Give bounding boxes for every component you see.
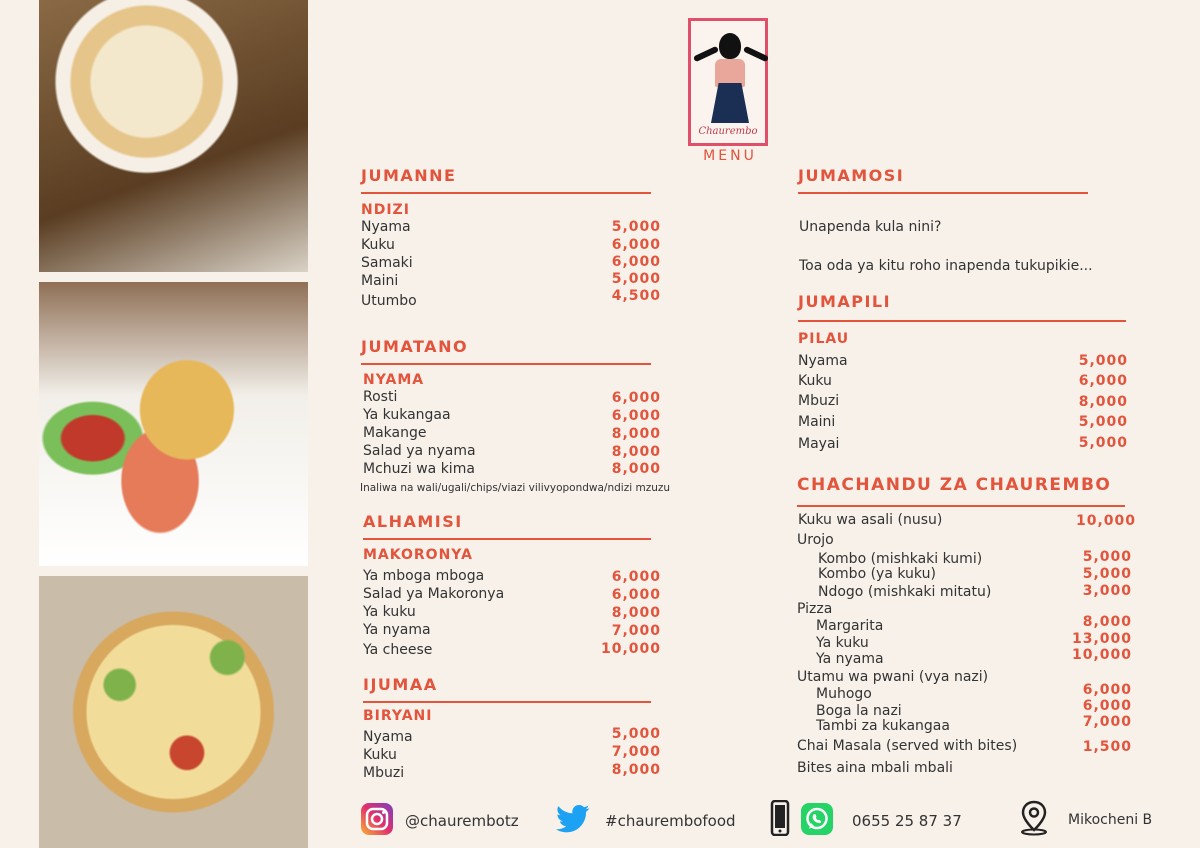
item-price: 10,000 [1075,513,1136,529]
item-price: 8,000 [611,461,661,477]
instagram-handle[interactable]: @chaurembotz [405,812,519,830]
item-price: 8,000 [1078,394,1128,410]
location-text: Mikocheni B [1068,812,1153,828]
heading-jumapili: JUMAPILI [798,292,892,311]
item-name: Maini [798,414,836,430]
item-name: Samaki [361,255,413,271]
heading-jumanne: JUMANNE [361,166,457,185]
item-price: 8,000 [1082,614,1132,630]
group-utamu-wa-pwani: Utamu wa pwani (vya nazi) [797,669,989,685]
item-name: Kuku wa asali (nusu) [798,512,943,528]
heading-chachandu: CHACHANDU ZA CHAUREMBO [797,475,1112,495]
bites-note: Bites aina mbali mbali [797,760,953,776]
item-price: 8,000 [611,426,661,442]
sub-makoronya: MAKORONYA [363,547,473,563]
item-name: Ya nyama [816,651,884,667]
whatsapp-icon[interactable] [800,802,834,836]
divider [361,192,651,194]
item-price: 6,000 [611,569,661,585]
sub-biryani: BIRYANI [363,708,433,724]
item-name: Nyama [798,353,848,369]
item-name: Rosti [363,389,398,405]
item-price: 10,000 [1071,647,1132,663]
item-price: 5,000 [1082,566,1132,582]
item-name: Nyama [361,219,411,235]
divider [363,538,651,540]
item-name: Ndogo (mishkaki mitatu) [818,584,992,600]
heading-ijumaa: IJUMAA [363,675,438,694]
item-price: 6,000 [611,237,661,253]
item-name: Mbuzi [798,393,840,409]
item-price: 6,000 [611,408,661,424]
heading-alhamisi: ALHAMISI [363,512,463,531]
item-price: 5,000 [1078,353,1128,369]
item-name: Boga la nazi [816,703,902,719]
item-name: Ya nyama [363,622,431,638]
item-price: 6,000 [1078,373,1128,389]
location-pin-icon [1018,800,1050,836]
item-name: Ya mboga mboga [363,568,485,584]
item-name: Kuku [363,747,397,763]
item-name: Margarita [816,618,884,634]
twitter-icon[interactable] [556,804,590,834]
item-price: 7,000 [1082,714,1132,730]
item-name: Mchuzi wa kima [363,461,475,477]
divider [798,192,1088,194]
jumamosi-offer: Toa oda ya kitu roho inapenda tukupikie... [799,258,1093,274]
jumamosi-question: Unapenda kula nini? [799,219,942,235]
food-photo-soup-mishkaki [39,0,308,272]
item-price: 13,000 [1071,631,1132,647]
item-name: Tambi za kukangaa [816,718,950,734]
heading-jumatano: JUMATANO [361,337,469,356]
item-name: Makange [363,425,427,441]
sub-ndizi: NDIZI [361,202,410,218]
item-name: Maini [361,273,399,289]
item-price: 4,500 [611,288,661,304]
divider [361,363,651,365]
menu-label: MENU [703,148,757,164]
item-price: 5,000 [611,219,661,235]
item-price: 6,000 [611,254,661,270]
item-price: 5,000 [611,726,661,742]
item-price: 6,000 [1082,698,1132,714]
item-price: 1,500 [1082,739,1132,755]
chaurembo-logo [688,18,768,146]
item-name: Ya cheese [363,642,433,658]
item-price: 5,000 [1078,435,1128,451]
item-name: Utumbo [361,293,417,309]
phone-number[interactable]: 0655 25 87 37 [852,812,962,830]
group-pizza: Pizza [797,601,833,617]
divider [797,505,1125,507]
item-price: 7,000 [611,744,661,760]
item-price: 5,000 [611,271,661,287]
divider [363,701,651,703]
item-price: 6,000 [611,390,661,406]
item-price: 5,000 [1078,414,1128,430]
item-name: Ya kukangaa [363,407,451,423]
side-dish-note: Inaliwa na wali/ugali/chips/viazi vilivyopondwa/ndizi mzuzu [360,482,671,494]
item-name: Kuku [798,373,832,389]
item-name: Ya kuku [363,604,416,620]
food-photo-salad-potatoes [39,282,308,566]
item-name: Kombo (ya kuku) [818,566,936,582]
item-price: 7,000 [611,623,661,639]
heading-jumamosi: JUMAMOSI [798,166,905,185]
item-price: 6,000 [611,587,661,603]
item-name: Kuku [361,237,395,253]
item-name: Chai Masala (served with bites) [797,738,1018,754]
item-name: Mayai [798,436,840,452]
item-price: 8,000 [611,444,661,460]
item-price: 8,000 [611,762,661,778]
logo-text: Chaurembo [698,126,758,137]
instagram-icon[interactable] [360,802,394,836]
divider [798,320,1126,322]
item-price: 5,000 [1082,549,1132,565]
item-name: Nyama [363,729,413,745]
item-name: Salad ya nyama [363,443,476,459]
group-urojo: Urojo [797,532,834,548]
item-name: Muhogo [816,686,872,702]
item-name: Ya kuku [816,635,869,651]
twitter-hashtag[interactable]: #chaurembofood [605,812,736,830]
item-price: 10,000 [600,641,661,657]
sub-pilau: PILAU [798,331,850,347]
item-name: Mbuzi [363,765,405,781]
phone-icon [770,800,790,836]
item-price: 8,000 [611,605,661,621]
item-name: Salad ya Makoronya [363,586,505,602]
sub-nyama: NYAMA [363,372,425,388]
item-price: 6,000 [1082,682,1132,698]
item-price: 3,000 [1082,583,1132,599]
food-photo-pizza [39,576,308,848]
item-name: Kombo (mishkaki kumi) [818,551,983,567]
